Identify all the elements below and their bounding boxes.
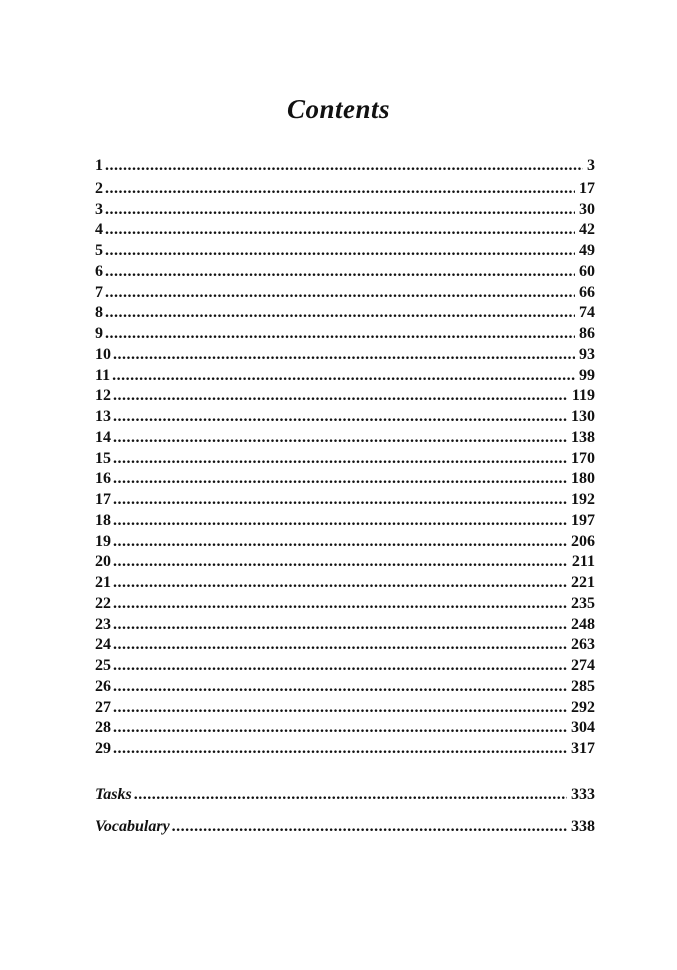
toc-entry-page: 292 bbox=[571, 698, 595, 716]
toc-entry[interactable] bbox=[95, 386, 595, 407]
toc-entry-page: 197 bbox=[571, 511, 595, 529]
toc-entry[interactable] bbox=[95, 511, 595, 532]
dot-leader bbox=[105, 179, 575, 200]
toc-entry[interactable] bbox=[95, 179, 595, 200]
toc-entry-label: 26 bbox=[95, 677, 111, 695]
dot-leader bbox=[113, 615, 567, 636]
toc-entry[interactable] bbox=[95, 739, 595, 760]
toc-entry[interactable] bbox=[95, 283, 595, 304]
dot-leader bbox=[113, 345, 575, 366]
toc-entry-label: 29 bbox=[95, 740, 111, 757]
toc-entry[interactable] bbox=[95, 532, 595, 553]
toc-entry-page: 42 bbox=[579, 221, 595, 239]
dot-leader bbox=[113, 594, 567, 615]
toc-entry-page: 138 bbox=[571, 428, 595, 446]
dot-leader bbox=[105, 283, 575, 304]
toc-entry-label: 4 bbox=[95, 221, 103, 239]
toc-entry-label: 17 bbox=[95, 491, 111, 508]
toc-entry-page: 248 bbox=[571, 615, 595, 633]
toc-entry[interactable] bbox=[95, 262, 595, 283]
toc-entry[interactable] bbox=[95, 220, 595, 241]
toc-entry-label: Vocabulary bbox=[95, 818, 170, 835]
toc-entry[interactable] bbox=[95, 407, 595, 428]
toc-entry-page: 180 bbox=[571, 470, 595, 488]
toc-entry[interactable] bbox=[95, 698, 595, 719]
dot-leader bbox=[113, 718, 567, 739]
toc-entry-label: 12 bbox=[95, 387, 111, 405]
toc-entry[interactable] bbox=[95, 552, 595, 573]
toc-entry-page: 74 bbox=[579, 304, 595, 322]
dot-leader bbox=[113, 552, 568, 573]
dot-leader bbox=[105, 200, 575, 221]
dot-leader bbox=[134, 785, 567, 806]
toc-entry[interactable] bbox=[95, 490, 595, 511]
toc-entry-page: 17 bbox=[579, 179, 595, 197]
toc-entry-page: 3 bbox=[587, 157, 595, 174]
toc-entry[interactable] bbox=[95, 656, 595, 677]
toc-entry-page: 130 bbox=[571, 408, 595, 425]
dot-leader bbox=[105, 220, 575, 241]
toc-entry-label: 21 bbox=[95, 574, 111, 591]
dot-leader bbox=[105, 156, 583, 177]
dot-leader bbox=[113, 407, 567, 428]
toc-entry-page: 119 bbox=[571, 387, 595, 405]
toc-entry-page: 338 bbox=[571, 818, 595, 835]
dot-leader bbox=[113, 532, 567, 553]
dot-leader bbox=[113, 386, 568, 407]
toc-entry[interactable] bbox=[95, 241, 595, 262]
toc-entry-tasks[interactable] bbox=[95, 785, 595, 806]
toc-entry-label: 23 bbox=[95, 615, 111, 633]
toc-entry-label: 7 bbox=[95, 283, 103, 301]
toc-entry-label: 16 bbox=[95, 470, 111, 488]
dot-leader bbox=[113, 428, 567, 449]
dot-leader bbox=[172, 817, 567, 838]
toc-entry[interactable] bbox=[95, 594, 595, 615]
dot-leader bbox=[113, 677, 567, 698]
toc-entry-page: 263 bbox=[571, 636, 595, 654]
toc-entry-label: Tasks bbox=[95, 786, 132, 803]
toc-entry-label: 20 bbox=[95, 553, 111, 571]
toc-entry-vocabulary[interactable] bbox=[95, 817, 595, 838]
toc-entry-page: 211 bbox=[571, 553, 595, 571]
toc-entry[interactable] bbox=[95, 200, 595, 221]
toc-entry-page: 274 bbox=[571, 657, 595, 674]
toc-entry-label: 3 bbox=[95, 200, 103, 218]
dot-leader bbox=[113, 739, 567, 760]
toc-entry[interactable] bbox=[95, 324, 595, 345]
toc-entry-page: 30 bbox=[579, 200, 595, 218]
toc-entry-label: 14 bbox=[95, 428, 111, 446]
toc-entry[interactable] bbox=[95, 156, 595, 177]
dot-leader bbox=[113, 635, 567, 656]
toc-entry[interactable] bbox=[95, 469, 595, 490]
toc-entry-label: 13 bbox=[95, 408, 111, 425]
toc-entry-label: 2 bbox=[95, 179, 103, 197]
toc-entry-label: 8 bbox=[95, 304, 103, 322]
toc-entry-page: 66 bbox=[579, 283, 595, 301]
toc-entry[interactable] bbox=[95, 303, 595, 324]
toc-entry-page: 206 bbox=[571, 532, 595, 550]
dot-leader bbox=[113, 511, 567, 532]
toc-entry-label: 5 bbox=[95, 242, 103, 259]
dot-leader bbox=[113, 469, 567, 490]
dot-leader bbox=[113, 449, 567, 470]
toc-entry-page: 235 bbox=[571, 594, 595, 612]
toc-entry-page: 285 bbox=[571, 677, 595, 695]
toc-entry-label: 11 bbox=[95, 366, 111, 384]
dot-leader bbox=[113, 698, 567, 719]
toc-entry-label: 27 bbox=[95, 698, 111, 716]
toc-entry[interactable] bbox=[95, 345, 595, 366]
toc-entry-label: 9 bbox=[95, 325, 103, 342]
toc-entry-label: 1 bbox=[95, 157, 103, 174]
toc-entry-label: 24 bbox=[95, 636, 111, 654]
toc-entry-page: 317 bbox=[571, 740, 595, 757]
toc-entry-page: 170 bbox=[571, 449, 595, 467]
dot-leader bbox=[105, 262, 575, 283]
toc-entry-label: 18 bbox=[95, 511, 111, 529]
toc-entry[interactable] bbox=[95, 428, 595, 449]
toc-entry[interactable] bbox=[95, 449, 595, 470]
toc-entry-page: 99 bbox=[579, 366, 595, 384]
table-of-contents bbox=[95, 156, 595, 760]
toc-entry-label: 22 bbox=[95, 594, 111, 612]
toc-entry-label: 28 bbox=[95, 719, 111, 737]
toc-entry[interactable] bbox=[95, 718, 595, 739]
toc-entry-page: 192 bbox=[571, 491, 595, 508]
toc-entry[interactable] bbox=[95, 635, 595, 656]
toc-entry[interactable] bbox=[95, 677, 595, 698]
page-title: Contents bbox=[286, 94, 391, 124]
toc-entry-page: 93 bbox=[579, 345, 595, 363]
dot-leader bbox=[113, 490, 567, 511]
dot-leader bbox=[113, 656, 567, 677]
dot-leader bbox=[112, 366, 575, 387]
toc-entry-page: 49 bbox=[579, 242, 595, 259]
dot-leader bbox=[105, 303, 575, 324]
toc-entry-page: 86 bbox=[579, 325, 595, 342]
toc-entry-page: 60 bbox=[579, 262, 595, 280]
dot-leader bbox=[105, 324, 575, 345]
toc-entry-label: 6 bbox=[95, 262, 103, 280]
dot-leader bbox=[105, 241, 575, 262]
toc-entry[interactable] bbox=[95, 573, 595, 594]
dot-leader bbox=[113, 573, 567, 594]
toc-entry[interactable] bbox=[95, 615, 595, 636]
toc-entry-page: 333 bbox=[571, 786, 595, 803]
toc-entry-label: 10 bbox=[95, 345, 111, 363]
toc-entry-page: 221 bbox=[571, 574, 595, 591]
toc-entry-label: 25 bbox=[95, 657, 111, 674]
toc-entry-page: 304 bbox=[571, 719, 595, 737]
toc-entry-label: 15 bbox=[95, 449, 111, 467]
toc-entry[interactable] bbox=[95, 366, 595, 387]
toc-entry-label: 19 bbox=[95, 532, 111, 550]
